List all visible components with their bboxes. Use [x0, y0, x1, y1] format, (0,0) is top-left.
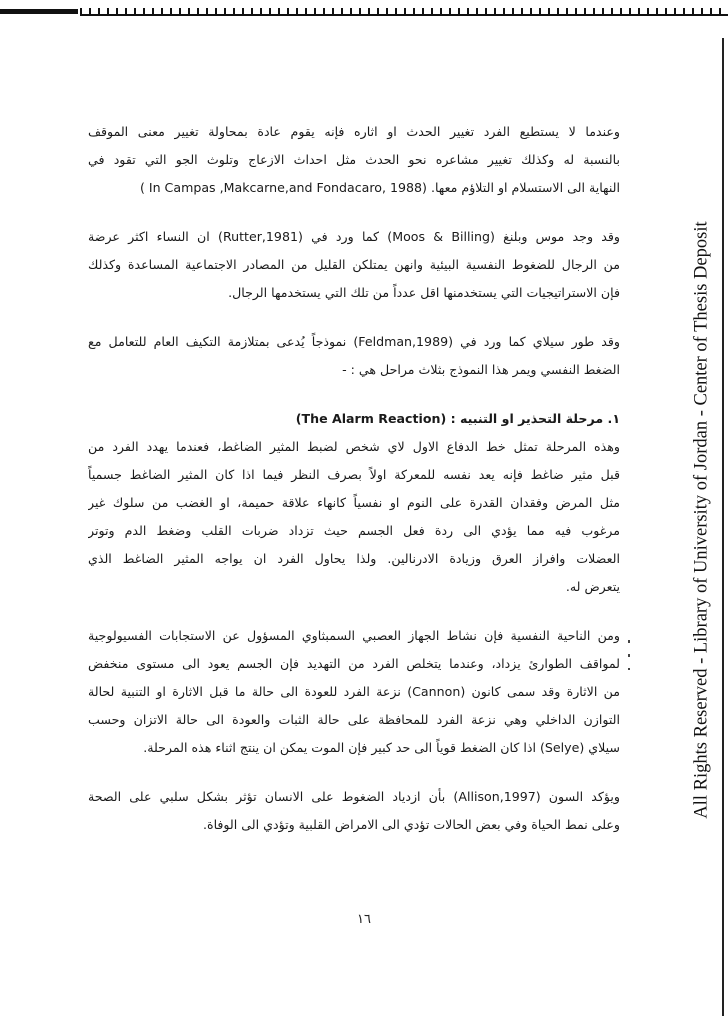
text-line: وعلى نمط الحياة وفي بعض الحالات تؤدي الى الامراض القلبية وتؤدي الى الوفاة. — [202, 817, 620, 832]
scan-top-border — [0, 0, 728, 18]
paragraph-2 — [88, 223, 620, 307]
text-line: بالنسبة له وكذلك تغيير مشاعره نحو الحدث مثل احداث الازعاج وتلوث الجو التي تقود في — [88, 152, 620, 167]
text-line: النهاية الى الاستسلام او التلاؤم معها. (In Campas ,Makcarne,and Fondacaro, 1988 ) — [139, 180, 620, 195]
text-line: ويؤكد السون (Allison,1997) بأن ازدياد الضغوط على الانسان تؤثر بشكل سلبي على الصحة — [88, 789, 620, 804]
text-line: قبل مثير ضاغط فإنه يعد نفسه للمعركة اولاً بصرف النظر فيما اذا كان المثير الضاغط جسمياً — [88, 467, 620, 482]
scan-artifact — [628, 640, 630, 670]
top-border-solid — [0, 9, 78, 14]
text-line: التوازن الداخلي وهي نزعة الفرد للمحافظة على حالة الثبات والعودة الى حالة الاتزان وحسب — [88, 712, 620, 727]
text-line: فإن الاستراتيجيات التي يستخدمنها اقل عدداً من تلك التي يستخدمها الرجال. — [228, 285, 620, 300]
text-line: وعندما لا يستطيع الفرد تغيير الحدث او اثاره فإنه يقوم عادة بمحاولة تغيير معنى الموقف — [88, 124, 620, 139]
page-number: ١٦ — [357, 912, 371, 927]
paragraph-3 — [88, 328, 620, 384]
text-line: مرغوب فيه مما يؤدي الى ردة فعل الجسم حيث تزداد ضربات القلب وضغط الدم وتوتر — [88, 523, 620, 538]
text-line: وقد وجد موس وبلنغ (Moos & Billing) كما ورد في (Rutter,1981) ان النساء اكثر عرضة — [88, 229, 620, 244]
paragraph-5 — [88, 622, 620, 762]
text-line: الضغط النفسي ويمر هذا النموذج بثلاث مراحل هي : - — [342, 362, 620, 377]
text-line: من الرجال للضغوط النفسية البيئية وانهن يمتلكن القليل من المصادر الاجتماعية المساعدة وكذلك — [88, 257, 620, 272]
right-margin-line — [722, 38, 724, 1016]
text-line: مثل المرض وفقدان القدرة على النوم او نفسياً كانهاء علاقة حميمة، او الغضب من سلوك غير — [88, 495, 620, 510]
text-line: وهذه المرحلة تمثل خط الدفاع الاول لاي شخص لضبط المثير الضاغط، فعندما يهدد الفرد من — [88, 439, 620, 454]
text-line: لمواقف الطوارئ يزداد، وعندما يتخلص الفرد من التهديد فإن الجسم يعود الى مستوى منخفض — [88, 656, 620, 671]
paragraph-6 — [88, 783, 620, 839]
text-line: يتعرض له. — [565, 579, 620, 594]
text-line: سيلاي (Selye) اذا كان الضغط قوياً الى حد كبير فإن الموت يمكن ان ينتج اثناء هذه المرحلة. — [143, 740, 620, 755]
page-body — [88, 118, 620, 860]
text-line: ومن الناحية النفسية فإن نشاط الجهاز العصبي السمبثاوي المسؤول عن الاستجابات الفسيولوجية — [88, 628, 620, 643]
text-line: وقد طور سيلاي كما ورد في (Feldman,1989) نموذجاً يُدعى بمتلازمة التكيف العام للتعامل مع — [88, 334, 620, 349]
text-line: من الاثارة وقد سمى كانون (Cannon) نزعة الفرد للعودة الى حالة ما قبل الاثارة او التنبية لحالة — [88, 684, 620, 699]
rights-notice-text: All Rights Reserved - Library of University of Jordan - Center of Thesis Deposit — [691, 221, 712, 819]
alarm-reaction-section — [88, 405, 620, 601]
paragraph-1 — [88, 118, 620, 202]
section-heading: ١. مرحلة التحذير او التنبيه : (The Alarm Reaction) — [295, 411, 620, 426]
top-border-rule — [80, 14, 728, 16]
text-line: العضلات وافراز العرق وزيادة الادرنالين. ولذا يحاول الفرد ان يواجه المثير الضاغط الذي — [88, 551, 620, 566]
